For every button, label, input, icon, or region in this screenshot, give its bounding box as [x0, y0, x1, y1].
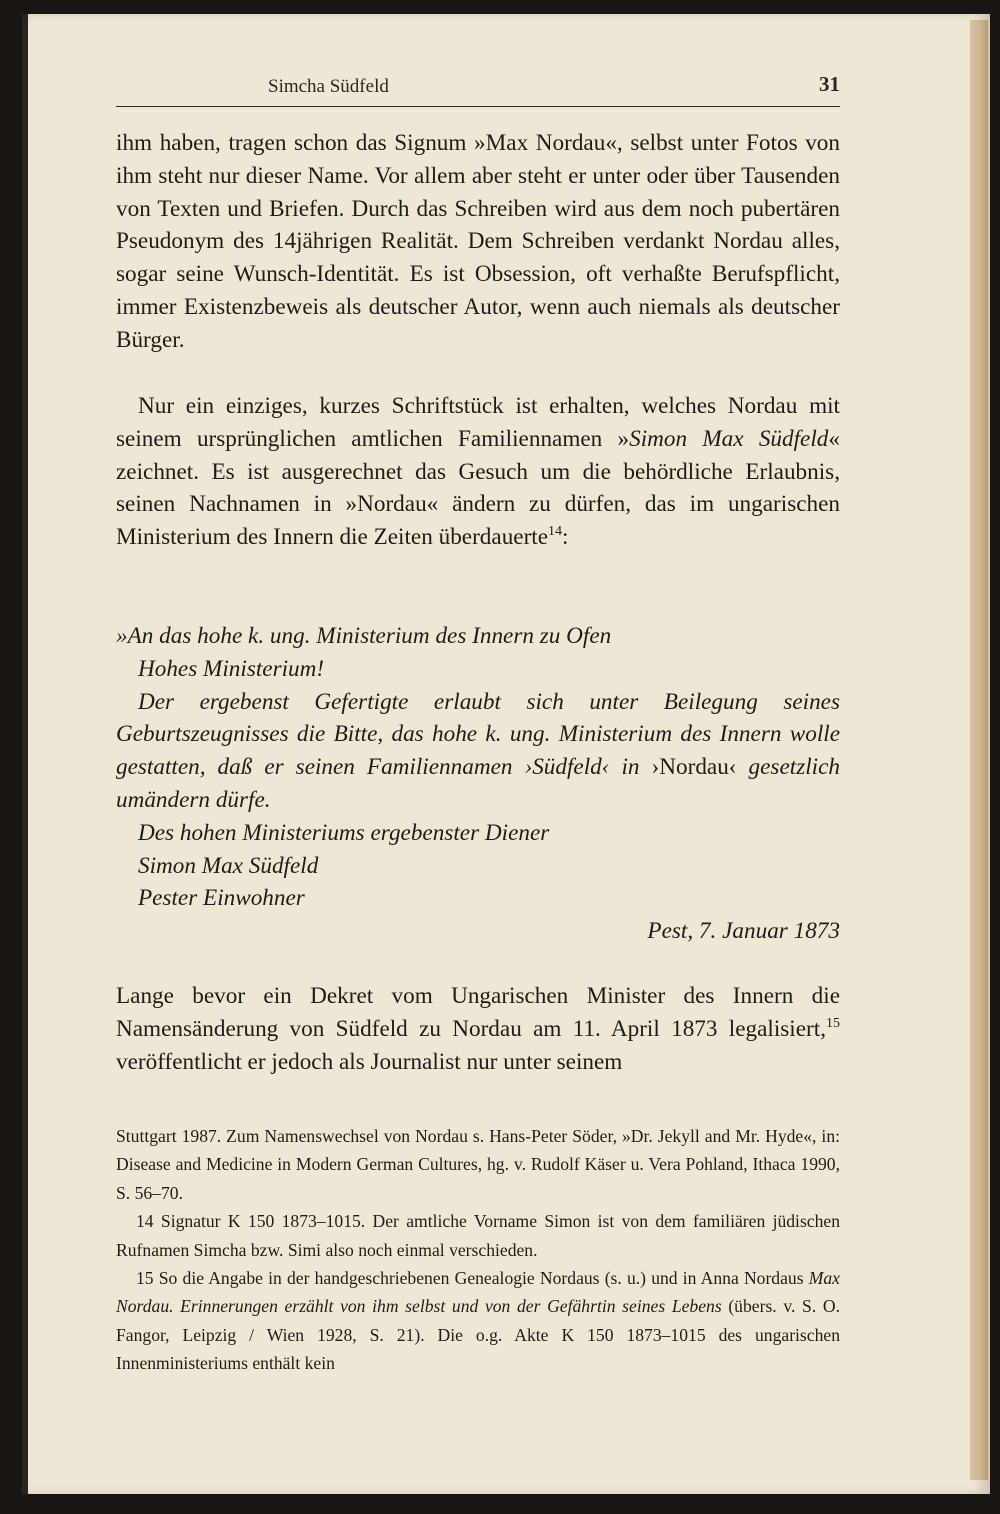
- footnote-14: 14 Signatur K 150 1873–1015. Der amtliche Vorname Simon ist von dem familiären jüdischen Rufnamen Simcha bzw. Simi also noch einmal verschieden.: [116, 1211, 840, 1260]
- footnote-ref-15: 15: [826, 1015, 840, 1031]
- page-edge: [970, 20, 988, 1480]
- footnote-15-end: (übers. v. S. O. Fangor, Leipzig / Wien 1928, S. 21). Die o.g. Akte K 150 1873–1015 des ungarischen Innenministeriums enthält kein: [116, 1296, 840, 1374]
- paragraph-2: [116, 390, 840, 554]
- footnote-15: [116, 1264, 840, 1378]
- letter-closing: Des hohen Ministeriums ergebenster Diener: [138, 819, 550, 846]
- running-header: [116, 72, 840, 106]
- paragraph-3: [116, 980, 840, 1078]
- letter-date: Pest, 7. Januar 1873: [647, 918, 840, 945]
- letter-body: [116, 686, 840, 817]
- footnote-15-text: 15 So die Angabe in der handgeschriebenen Genealogie Nordaus (s. u.) und in Anna Nordaus: [136, 1268, 809, 1289]
- letter-body-end: gesetzlich umändern dürfe.: [116, 754, 840, 813]
- page-number: 31: [819, 72, 840, 96]
- footnote-15-title: Max Nordau. Erinnerungen erzählt von ihm selbst und von der Gefährtin seines Lebens: [116, 1268, 840, 1317]
- footnote-ref-14: 14: [548, 524, 563, 540]
- letter-salutation: Hohes Ministerium!: [138, 655, 325, 682]
- paragraph-2-text-cont: « zeichnet. Es ist ausgerechnet das Gesuch um die behördliche Erlaubnis, seinen Nachnamen in »Nordau« ändern zu dürfen, das im ungarischen Ministerium des Innern die Zeiten überdauerte: [116, 425, 840, 551]
- paragraph-2-end: :: [562, 524, 569, 551]
- letter-quote: [116, 620, 840, 948]
- paragraph-3-text: Lange bevor ein Dekret vom Ungarischen Minister des Innern die Namensänderung von Südfeld zu Nordau am 11. April 1873 legalisiert,: [116, 983, 840, 1042]
- running-title: Simcha Südfeld: [268, 76, 389, 97]
- letter-address: »An das hohe k. ung. Ministerium des Innern zu Ofen: [116, 623, 612, 649]
- paragraph-1-text: ihm haben, tragen schon das Signum »Max Nordau«, selbst unter Fotos von ihm steht nur dieser Name. Vor allem aber steht er unter oder über Tausenden von Texten und Briefen. Durch das Schreiben wird aus dem noch pubertären Pseudonym des 14jährigen Realität. Dem Schreiben verdankt Nordau alles, sogar seine Wunsch-Identität. Es ist Obsession, oft verhaßte Berufspflicht, immer Existenzbeweis als deutscher Autor, wenn auch niemals als deutscher Bürger.: [116, 130, 840, 353]
- paragraph-2-text: Nur ein einziges, kurzes Schriftstück ist erhalten, welches Nordau mit seinem ursprünglichen amtlichen Familiennamen »: [116, 393, 840, 452]
- footnotes: [116, 1122, 840, 1378]
- paragraph-1: [116, 127, 840, 357]
- header-rule: [116, 106, 840, 107]
- paragraph-2-name: Simon Max Südfeld: [629, 425, 829, 452]
- footnote-carryover: Stuttgart 1987. Zum Namenswechsel von Nordau s. Hans-Peter Söder, »Dr. Jekyll and Mr. Hyde«, in: Disease and Medicine in Modern German Cultures, hg. v. Rudolf Käser u. Vera Pohland, Ithaca 1990, S. 56–70.: [116, 1126, 840, 1203]
- paragraph-3-rest: veröffentlicht er jedoch als Journalist nur unter seinem: [116, 1048, 623, 1075]
- letter-signature: Simon Max Südfeld: [138, 852, 319, 879]
- letter-body-text: Der ergebenst Gefertigte erlaubt sich unter Beilegung seines Geburtszeugnisses die Bitte, das hohe k. ung. Ministerium des Innern wolle gestatten, daß er seinen Familiennamen ›Südfeld‹ in: [116, 688, 840, 781]
- letter-body-upright: ›Nordau‹: [651, 754, 737, 781]
- letter-residence: Pester Einwohner: [138, 885, 305, 912]
